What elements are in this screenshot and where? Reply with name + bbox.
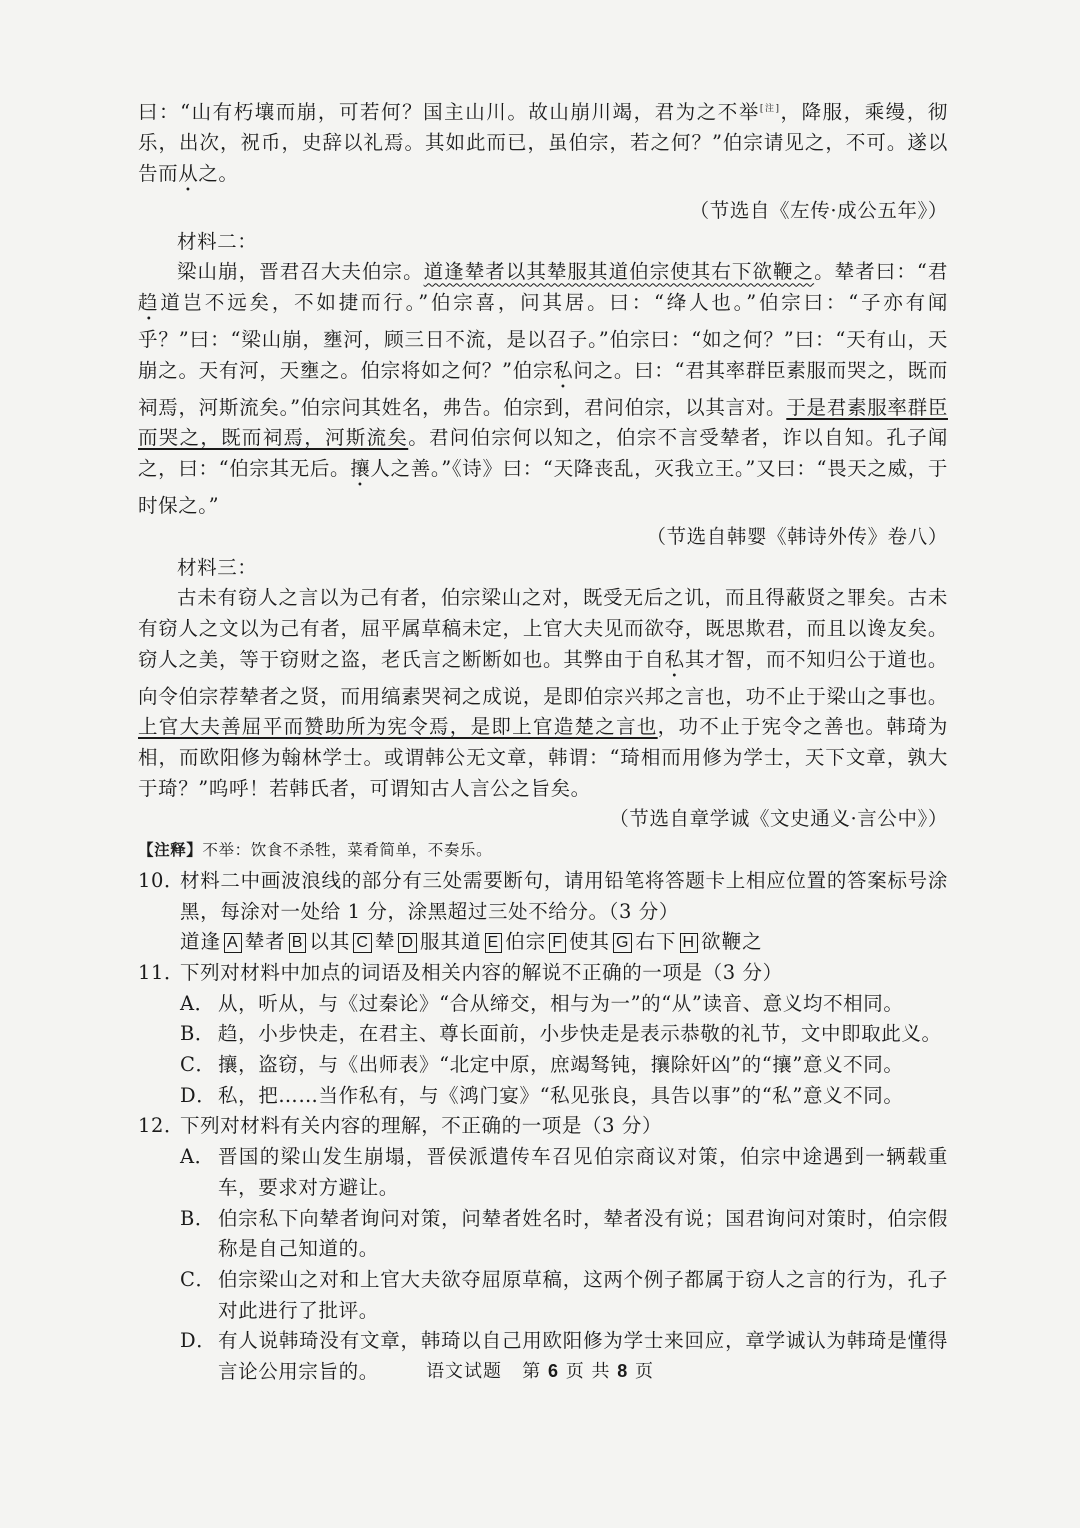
wavy-underlined-sentence: 道逢辇者以其辇服其道伯宗使其右下欲鞭之	[423, 260, 815, 284]
option-label: C．	[180, 1268, 216, 1291]
break-mark-g[interactable]: G	[613, 933, 632, 953]
dotted-word-cong: 从	[178, 161, 199, 185]
segment: 服其道	[420, 930, 482, 954]
option-text: 伯宗梁山之对和上官大夫欲夺屈原草稿，这两个例子都属于窃人之言的行为，孔子对此进行了批评。	[218, 1268, 948, 1322]
material1-text: 之。	[198, 161, 239, 185]
option-label: A．	[180, 991, 215, 1015]
option-label: B．	[180, 1206, 216, 1230]
option-text: 私，把……当作私有，与《鸿门宴》“私见张良，具告以事”的“私”意义不同。	[218, 1083, 904, 1107]
annotation-label: 【注释】	[138, 840, 203, 860]
option-label: D．	[180, 1083, 217, 1107]
option-text: 攘，盗窃，与《出师表》“北定中原，庶竭驽钝，攘除奸凶”的“攘”意义不同。	[218, 1053, 904, 1077]
option-b[interactable]	[180, 1019, 948, 1050]
question-number: 12．	[138, 1114, 185, 1138]
question-stem: 下列对材料中加点的词语及相关内容的解说不正确的一项是（3 分）	[180, 960, 783, 984]
sentence-break-options	[180, 927, 948, 958]
material3-text: 其才智，而不知归公于道也。向令伯宗荐辇者之贤，而用缟素哭祠之成说，是即伯宗兴邦之言也，功不止于梁山之事也。	[138, 647, 948, 708]
option-label: B．	[180, 1022, 216, 1046]
material2-text: 问之。曰：“君其率群臣素服而哭之，既而祠焉，河斯流矣。”伯宗问其姓名，弗告。伯宗到，君问伯宗，以其言对。	[138, 358, 948, 419]
question-11	[138, 958, 948, 989]
option-label: A．	[180, 1145, 215, 1169]
option-label: C．	[180, 1053, 216, 1077]
material3-text: 古未有窃人之言以为己有者，伯宗梁山之对，既受无后之讥，而且得蔽贤之罪矣。古未有窃人之文以为己有者，屈平属草稿未定，上官大夫见而欲夺，既思欺君，而且以谗友矣。窃人之美，等于窃财之盗，老氏言之断断如也。其弊由于自	[138, 586, 948, 671]
segment: 伯宗	[505, 930, 547, 954]
footer-text: 页	[634, 1361, 654, 1382]
question-10	[138, 866, 948, 927]
dotted-word-si: 私	[664, 647, 685, 671]
material2-text: 梁山崩，晋君召大夫伯宗。	[177, 260, 424, 284]
question-stem: 下列对材料有关内容的理解，不正确的一项是（3 分）	[180, 1114, 663, 1138]
break-mark-b[interactable]: B	[289, 933, 307, 953]
page-total: 8	[617, 1361, 629, 1381]
question-number: 10．	[138, 868, 185, 892]
material2-heading: 材料二：	[177, 229, 258, 253]
material3-paragraph	[138, 583, 948, 804]
segment: 以其	[309, 930, 351, 954]
option-c[interactable]	[180, 1050, 948, 1081]
material1-source: （节选自《左传·成公五年》）	[689, 198, 948, 222]
segment: 辇者	[244, 930, 286, 954]
option-b[interactable]	[180, 1204, 948, 1265]
material2-source: （节选自韩婴《韩诗外传》卷八）	[646, 524, 948, 548]
note-marker: [注]	[759, 104, 780, 114]
option-text: 趋，小步快走，在君主、尊长面前，小步快走是表示恭敬的礼节，文中即取此义。	[218, 1022, 942, 1046]
material1-text: 曰：“山有朽壤而崩，可若何？国主山川。故山崩川竭，君为之不举	[138, 100, 760, 124]
break-mark-d[interactable]: D	[398, 933, 417, 953]
break-mark-h[interactable]: H	[680, 933, 699, 953]
dotted-word-si: 私	[553, 358, 574, 382]
option-a[interactable]	[180, 989, 948, 1020]
segment: 辇	[374, 930, 396, 954]
segment: 道逢	[180, 930, 222, 954]
footer-text: 第	[522, 1361, 542, 1382]
segment: 使其	[569, 930, 611, 954]
option-text: 晋国的梁山发生崩塌，晋侯派遣传车召见伯宗商议对策，伯宗中途遇到一辆载重车，要求对方避让。	[218, 1145, 948, 1199]
option-text: 伯宗私下向辇者询问对策，问辇者姓名时，辇者没有说；国君询问对策时，伯宗假称是自己知道的。	[218, 1206, 948, 1261]
option-text: 从，听从，与《过秦论》“合从缔交，相与为一”的“从”读音、意义均不相同。	[218, 991, 904, 1015]
footer-text: 页 共	[565, 1361, 611, 1382]
option-d[interactable]	[180, 1081, 948, 1112]
underlined-sentence: 上官大夫善屈平而赞助所为宪令焉，是即上官造楚之言也	[138, 715, 658, 739]
break-mark-f[interactable]: F	[549, 933, 566, 953]
break-mark-e[interactable]: E	[485, 933, 503, 953]
material3-text: ，功不止于宪令之善也。韩琦为相，而欧阳修为翰林学士。或谓韩公无文章，韩谓：“琦相而用修为学士，天下文章，孰大于琦？”呜呼！若韩氏者，可谓知古人言公之旨矣。	[138, 715, 948, 800]
annotation-text: 不举：饮食不杀牲，菜肴简单，不奏乐。	[202, 841, 493, 860]
question-number: 11．	[138, 960, 185, 984]
dotted-word-rang: 攘	[350, 457, 371, 481]
exam-body	[138, 94, 948, 1388]
page-number: 6	[547, 1361, 559, 1381]
question-12	[138, 1111, 948, 1142]
option-text: 有人说韩琦没有文章，韩琦以自己用欧阳修为学士来回应，章学诚认为韩琦是懂得言论公用宗旨的。	[218, 1329, 948, 1384]
question-stem: 材料二中画波浪线的部分有三处需要断句，请用铅笔将答题卡上相应位置的答案标号涂黑，每涂对一处给 1 分，涂黑超过三处不给分。（3 分）	[180, 868, 948, 923]
material2-text: 人之善。”《诗》曰：“天降丧乱，灭我立王。”又曰：“畏天之威，于时保之。”	[138, 457, 949, 518]
annotation	[138, 835, 948, 866]
material2-text: 。君问伯宗何以知之，伯宗不言受辇者，诈以自知。孔子闻之，曰：“伯宗其无后。	[138, 426, 948, 481]
dotted-word-qu: 趋	[138, 291, 161, 315]
material1-paragraph	[138, 94, 948, 196]
segment: 欲鞭之	[701, 930, 763, 954]
material2-text: 。辇者曰：“君	[814, 260, 949, 284]
break-mark-a[interactable]: A	[224, 933, 242, 953]
segment: 右下	[635, 930, 677, 954]
underlined-sentence: 于是君素服率群臣而哭之，既而祠焉，河斯流矣	[138, 395, 948, 450]
material3-source: （节选自章学诚《文史通义·言公中》）	[609, 807, 948, 831]
option-c[interactable]	[180, 1265, 948, 1326]
option-a[interactable]	[180, 1142, 948, 1203]
material2-text: 道岂不远矣，不如捷而行。”伯宗喜，问其居。曰：“绛人也。”伯宗曰：“子亦有闻乎？”曰：“梁山崩，壅河，顾三日不流，是以召子。”伯宗曰：“如之何？”曰：“天有山，天崩之。天有河，天壅之。伯宗将如之何？”伯宗	[138, 291, 948, 382]
break-mark-c[interactable]: C	[353, 933, 372, 953]
material2-paragraph	[138, 257, 948, 522]
page-footer	[0, 1357, 1080, 1383]
option-label: D．	[180, 1329, 217, 1353]
material1-text: ，降服，乘缦，彻乐，出次，祝币，史辞以礼焉。其如此而已，虽伯宗，若之何？”伯宗请见之，不可。遂以告而	[138, 100, 948, 185]
footer-subject: 语文试题	[426, 1361, 503, 1382]
material3-heading: 材料三：	[177, 555, 258, 579]
